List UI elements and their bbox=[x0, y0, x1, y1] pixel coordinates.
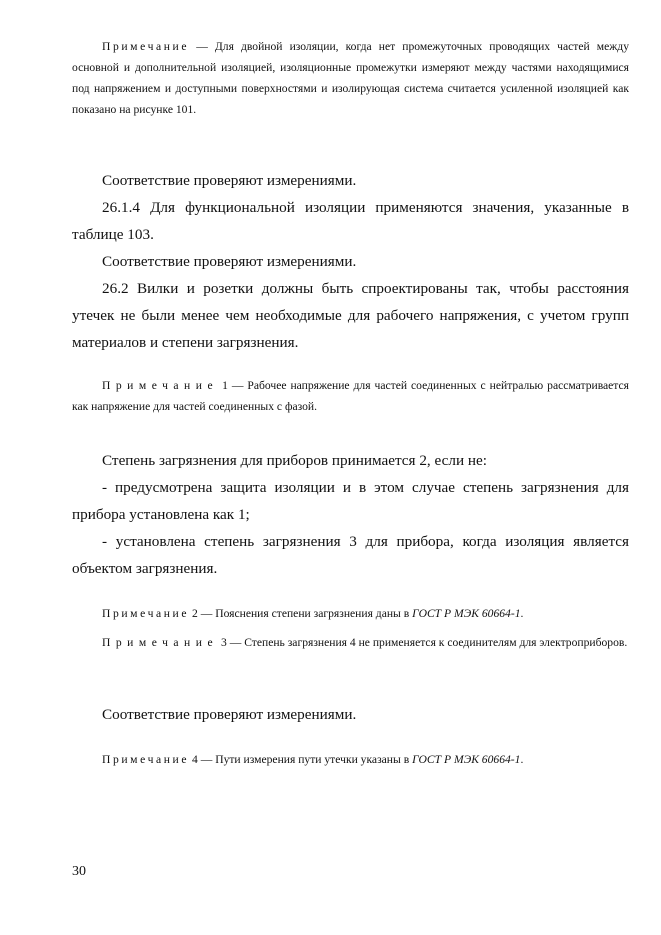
pollution-degree-paragraph: Степень загрязнения для приборов принимается 2, если не: bbox=[102, 452, 487, 469]
note-text: — Для двойной изоляции, когда нет промежуточных проводящих частей между основной и дополнительной изоляцией, изоляционные промежутки измеряют между частями находящимися под напряжением и доступными поверхностями и изолирующая система считается усиленной изоляцией как показано на рисунке 101. bbox=[72, 40, 629, 116]
standard-reference: ГОСТ Р МЭК 60664-1 bbox=[412, 753, 521, 766]
note-label: Примечание bbox=[102, 636, 219, 649]
note-double-insulation bbox=[72, 36, 629, 120]
note-end: . bbox=[520, 753, 524, 766]
note-label: Примечание bbox=[102, 607, 190, 620]
note-end: . bbox=[520, 607, 524, 620]
compliance-paragraph-2: Соответствие проверяют измерениями. bbox=[102, 253, 357, 270]
note-text: 3 — Степень загрязнения 4 не применяется к соединителям для электроприборов. bbox=[218, 636, 628, 649]
pollution-list-item-1: - предусмотрена защита изоляции и в этом случае степень загрязнения для прибора установлена как 1; bbox=[72, 479, 629, 523]
compliance-paragraph-1: Соответствие проверяют измерениями. bbox=[102, 172, 357, 189]
standard-reference: ГОСТ Р МЭК 60664-1 bbox=[412, 607, 521, 620]
note-3 bbox=[72, 632, 629, 653]
note-label: Примечание bbox=[102, 40, 190, 53]
note-label: Примечание bbox=[102, 379, 219, 392]
pollution-list-item-2: - установлена степень загрязнения 3 для прибора, когда изоляция является объектом загрязнения. bbox=[72, 533, 629, 577]
note-2 bbox=[72, 603, 629, 624]
note-text: 1 — Рабочее напряжение для частей соединенных с нейтралью рассматривается как напряжение для частей соединенных с фазой. bbox=[72, 379, 629, 413]
note-text: 4 — Пути измерения пути утечки указаны в bbox=[189, 753, 413, 766]
note-1 bbox=[72, 375, 629, 417]
note-label: Примечание bbox=[102, 753, 190, 766]
clause-26-1-4: 26.1.4 Для функциональной изоляции применяются значения, указанные в таблице 103. bbox=[72, 199, 629, 243]
note-text: 2 — Пояснения степени загрязнения даны в bbox=[189, 607, 413, 620]
compliance-paragraph-3: Соответствие проверяют измерениями. bbox=[102, 706, 357, 723]
page-number: 30 bbox=[72, 864, 86, 879]
clause-26-2: 26.2 Вилки и розетки должны быть спроектированы так, чтобы расстояния утечек не были менее чем необходимые для рабочего напряжения, с учетом групп материалов и степени загрязнения. bbox=[72, 280, 629, 351]
note-4 bbox=[72, 749, 629, 770]
